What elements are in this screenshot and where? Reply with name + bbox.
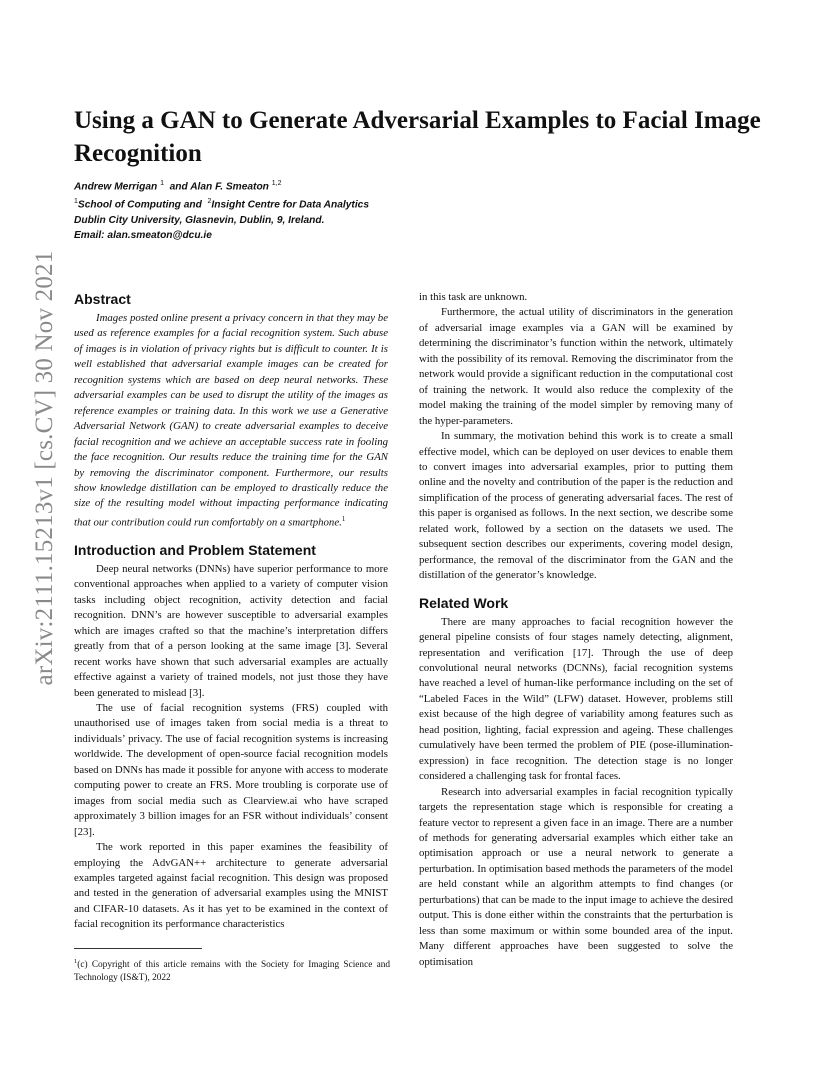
abstract-body: Images posted online present a privacy concern in that they may be used as reference examples for a facial recognition system. Such abuse of images is in violation of privacy rights but is difficult to counter. It is well established that adversarial example images can be created for recognition systems which are based on deep neural networks. These adversarial examples can be used to disrupt the utility of the images as reference examples or training data. In this work we use a Generative Adversarial Network (GAN) to create adversarial examples to deceive facial recognition and we achieve an acceptable success rate in fooling the face recognition. Our results reduce the training time for the GAN by removing the discriminator component. Furthermore, our results show knowledge distillation can be employed to drastically reduce the size of the resulting model without impacting performance indicating that our contribution could run comfortably on a smartphone. bbox=[74, 312, 388, 529]
footnote-marker: 1 bbox=[341, 514, 346, 523]
footnote-divider bbox=[74, 948, 202, 949]
affiliation-address: Dublin City University, Glasnevin, Dublin, 9, Ireland. bbox=[74, 214, 325, 226]
affiliation-line bbox=[74, 194, 714, 212]
author-line bbox=[74, 176, 714, 194]
affiliation-1: School of Computing and bbox=[77, 199, 202, 211]
paragraph: Research into adversarial examples in facial recognition typically targets the representation stage which is responsible for creating a feature vector to represent a given face in an image. There are a number of methods for generating adversarial examples which either take an optimisation approach or use a neural network to generate a perturbation. In optimisation based methods the parameters of the model are held constant while an algorithm attempts to find changes (or perturbations) that can be made to the input image to achieve the desired output. This is done either within the constraints that the perturbation is less than some maximum or within some bounded area of the input. Many different approaches have been suggested to solve the optimisation bbox=[419, 785, 733, 968]
author-email: Email: alan.smeaton@dcu.ie bbox=[74, 229, 212, 241]
arxiv-identifier: arXiv:2111.15213v1 [cs.CV] 30 Nov 2021 bbox=[31, 250, 58, 686]
author-sup-1: 1 bbox=[160, 180, 164, 187]
paragraph: The use of facial recognition systems (FRS) coupled with unauthorised use of images taken from social media is a threat to individuals’ privacy. The use of facial recognition systems is increasing worldwide. The development of open-source facial recognition models based on DNNs has made it possible for anyone with access to moderate computing power to create an FRS. More troubling is corporate use of images from social media such as Clearview.ai who have scraped approximately 3 billion images for an FSR without individuals’ consent [23]. bbox=[74, 702, 388, 838]
footnote-text: (c) Copyright of this article remains with the Society for Imaging Science and Technology (IS&T), 2022 bbox=[74, 960, 390, 984]
author-name-2: and Alan F. Smeaton bbox=[169, 181, 269, 193]
paper-title: Using a GAN to Generate Adversarial Examples to Facial Image Recognition bbox=[74, 107, 761, 167]
paragraph: In summary, the motivation behind this work is to create a small effective model, which can be deployed on user devices to enable them to convert images into adversarial examples, prior to putting them online and the novelty and contribution of the paper is the reduction and simplification of the process of generating adversarial faces. The rest of this paper is organised as follows. In the next section, we describe some related work, followed by a section on the datasets we used. The subsequent section describes our experiments, covering model design, performance, the removal of the discriminator from the GAN and the distillation of the generator’s knowledge. bbox=[419, 430, 733, 582]
left-column bbox=[74, 290, 388, 933]
paragraph: Deep neural networks (DNNs) have superior performance to more conventional approaches when applied to a variety of computer vision tasks including object recognition, activity detection and facial recognition. DNN’s are however susceptible to adversarial examples which are images crafted so that the machine’s interpretation differs greatly from that of a person looking at the same image [3]. Several recent works have shown that such adversarial examples are actually effective against a variety of trained models, not just those they have been generated to mislead [3]. bbox=[74, 562, 388, 699]
section-heading-intro: Introduction and Problem Statement bbox=[74, 541, 316, 558]
affiliation-sup-2: 2 bbox=[207, 198, 212, 206]
paragraph: There are many approaches to facial recognition however the general pipeline consists of four stages namely detecting, alignment, representation and verification [17]. Through the use of deep convolutional neural networks (DCNNs), facial recognition systems have reached a level of human-like performance including on the set of “Labeled Faces in the Wild” (LFW) dataset. However, problems still exist because of the high degree of variability among features such as head position, lighting, facial expression and ageing. These challenges cumulatively have been termed the problem of PIE (pose-illumination-expression) in face recognition. The detection stage is no longer considered a challenging task for frontal faces. bbox=[419, 615, 733, 783]
paragraph: Furthermore, the actual utility of discriminators in the generation of adversarial image examples via a GAN will be examined by determining the discriminator’s function within the network, ultimately with the possibility of its removal. Removing the discriminator from the network would provide a significant reduction in the computational cost of training the network. It would also reduce the complexity of the model making the training of the model simpler by removing many of the hyper-parameters. bbox=[419, 306, 733, 427]
footnote-mark: 1 bbox=[74, 958, 78, 965]
abstract-heading: Abstract bbox=[74, 291, 131, 307]
abstract-section bbox=[74, 290, 388, 531]
affiliation-2: Insight Centre for Data Analytics bbox=[211, 199, 369, 211]
author-name-1: Andrew Merrigan bbox=[74, 181, 158, 193]
section-heading-related: Related Work bbox=[419, 594, 509, 611]
right-column bbox=[419, 290, 733, 970]
author-block bbox=[74, 176, 714, 243]
affiliation-sup-1: 1 bbox=[74, 198, 78, 206]
abstract-text bbox=[74, 311, 388, 531]
paragraph-continued: in this task are unknown. bbox=[419, 291, 528, 303]
paragraph: The work reported in this paper examines the feasibility of employing the AdvGAN++ architecture to generate adversarial examples targeted against facial recognition. This design was proposed and tested in the generation of adversarial examples using the MNIST and CIFAR-10 datasets. As it has yet to be examined in the context of facial recognition its performance characteristics bbox=[74, 841, 388, 931]
footnote bbox=[74, 955, 390, 985]
author-sup-2: 1,2 bbox=[271, 180, 282, 187]
